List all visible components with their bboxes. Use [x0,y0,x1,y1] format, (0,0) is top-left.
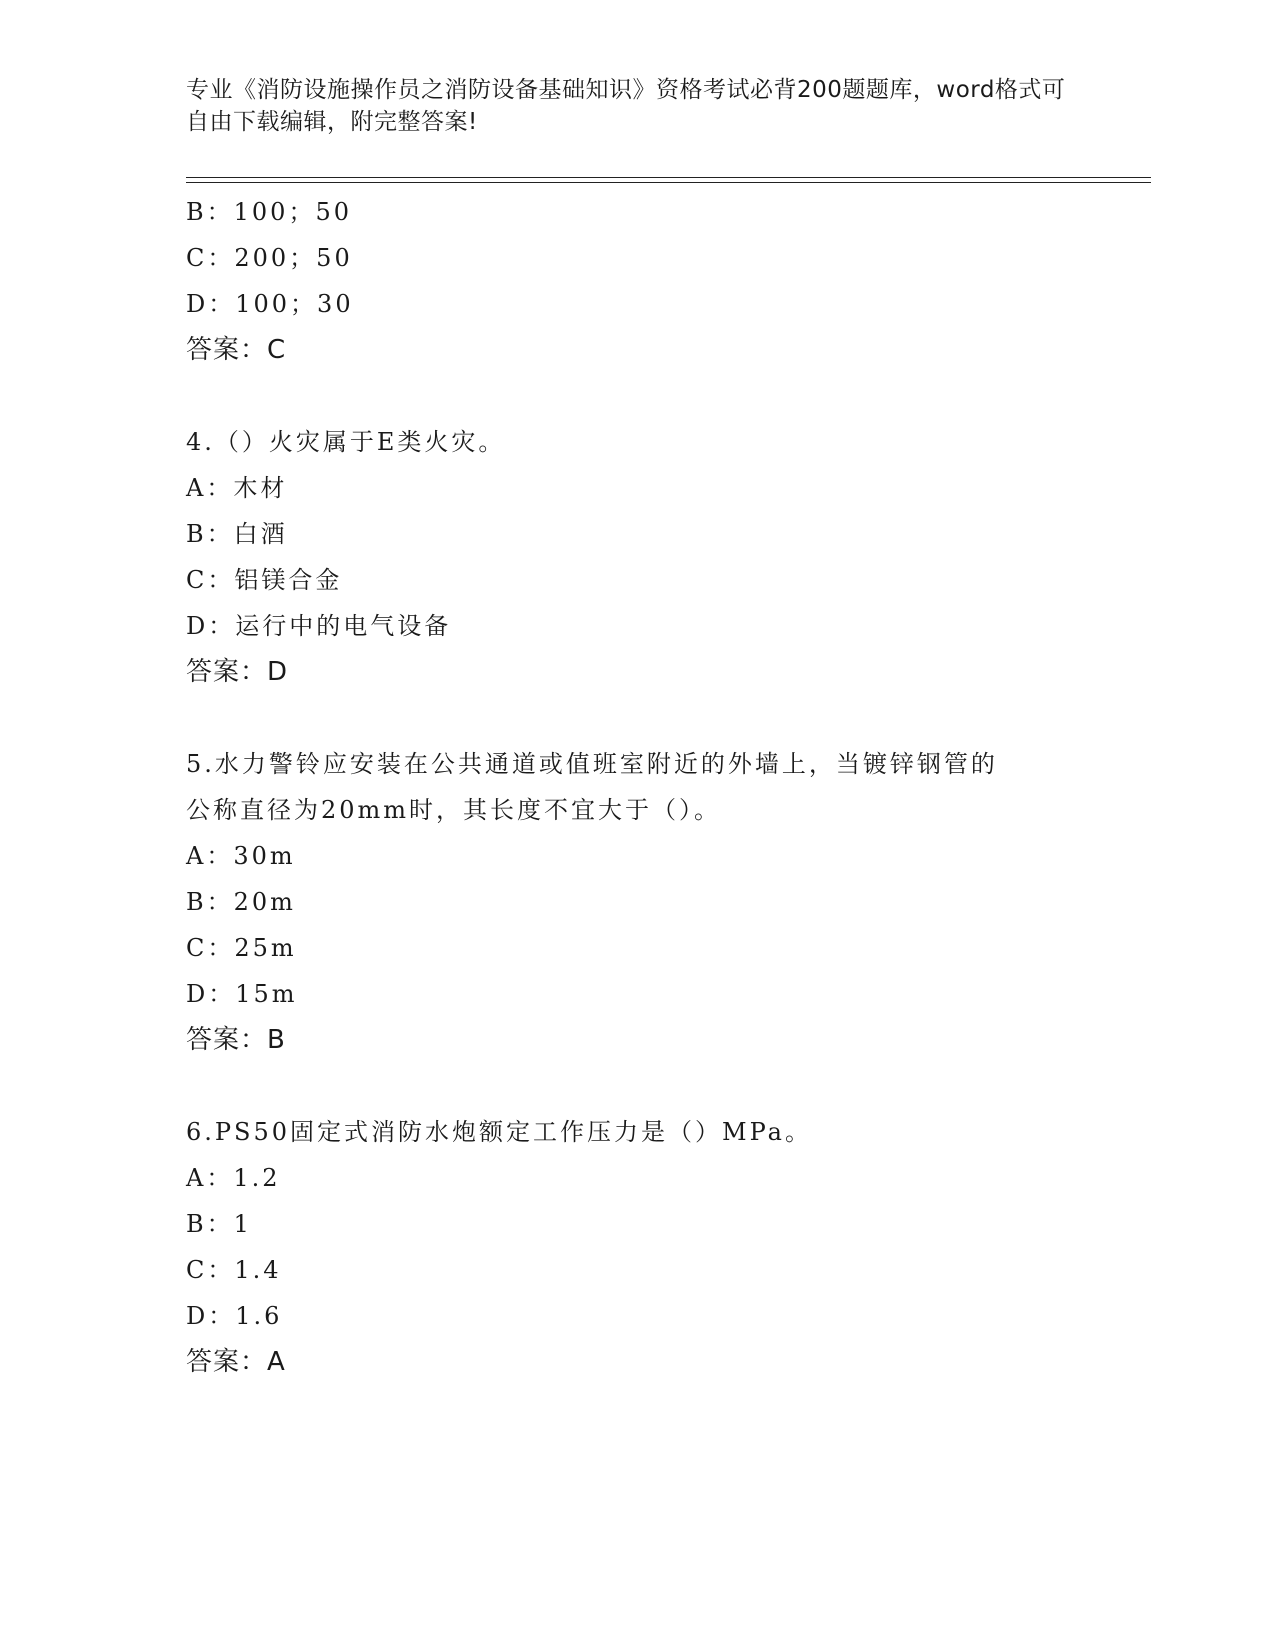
option-d: D：运行中的电气设备 [186,612,452,640]
option-a: A：30m [186,842,296,870]
option-d: D：15m [186,980,298,1008]
option-b: B：20m [186,888,296,916]
question-3-tail [186,189,1086,373]
answer-line: 答案：A [186,1347,286,1377]
option-d: D：100；30 [186,290,354,318]
spacer [186,373,1086,419]
question-list [186,189,1086,1385]
option-b: B：100；50 [186,198,352,226]
question-stem-line-1: 5.水力警铃应安装在公共通道或值班室附近的外墙上，当镀锌钢管的 [186,750,998,778]
header-divider-bottom [186,182,1151,183]
question-stem: 4.（）火灾属于E类火灾。 [186,428,506,456]
question-stem: 6.PS50固定式消防水炮额定工作压力是（）MPa。 [186,1118,812,1146]
question-4 [186,419,1086,695]
answer-line: 答案：B [186,1025,286,1055]
answer-line: 答案：C [186,335,287,365]
option-d: D：1.6 [186,1302,283,1330]
question-5 [186,741,1086,1063]
option-a: A：木材 [186,474,288,502]
spacer [186,1063,1086,1109]
option-c: C：25m [186,934,297,962]
option-c: C：200；50 [186,244,353,272]
option-b: B：1 [186,1210,252,1238]
question-6 [186,1109,1086,1385]
option-a: A：1.2 [186,1164,281,1192]
option-c: C：1.4 [186,1256,282,1284]
document-header: 专业《消防设施操作员之消防设备基础知识》资格考试必背200题题库，word格式可自由下载编辑，附完整答案! [186,77,1066,135]
option-b: B：白酒 [186,520,288,548]
spacer [186,695,1086,741]
header-divider-top [186,177,1151,178]
question-stem-line-2: 公称直径为20mm时，其长度不宜大于（）。 [186,796,722,824]
option-c: C：铝镁合金 [186,566,343,594]
answer-line: 答案：D [186,657,289,687]
